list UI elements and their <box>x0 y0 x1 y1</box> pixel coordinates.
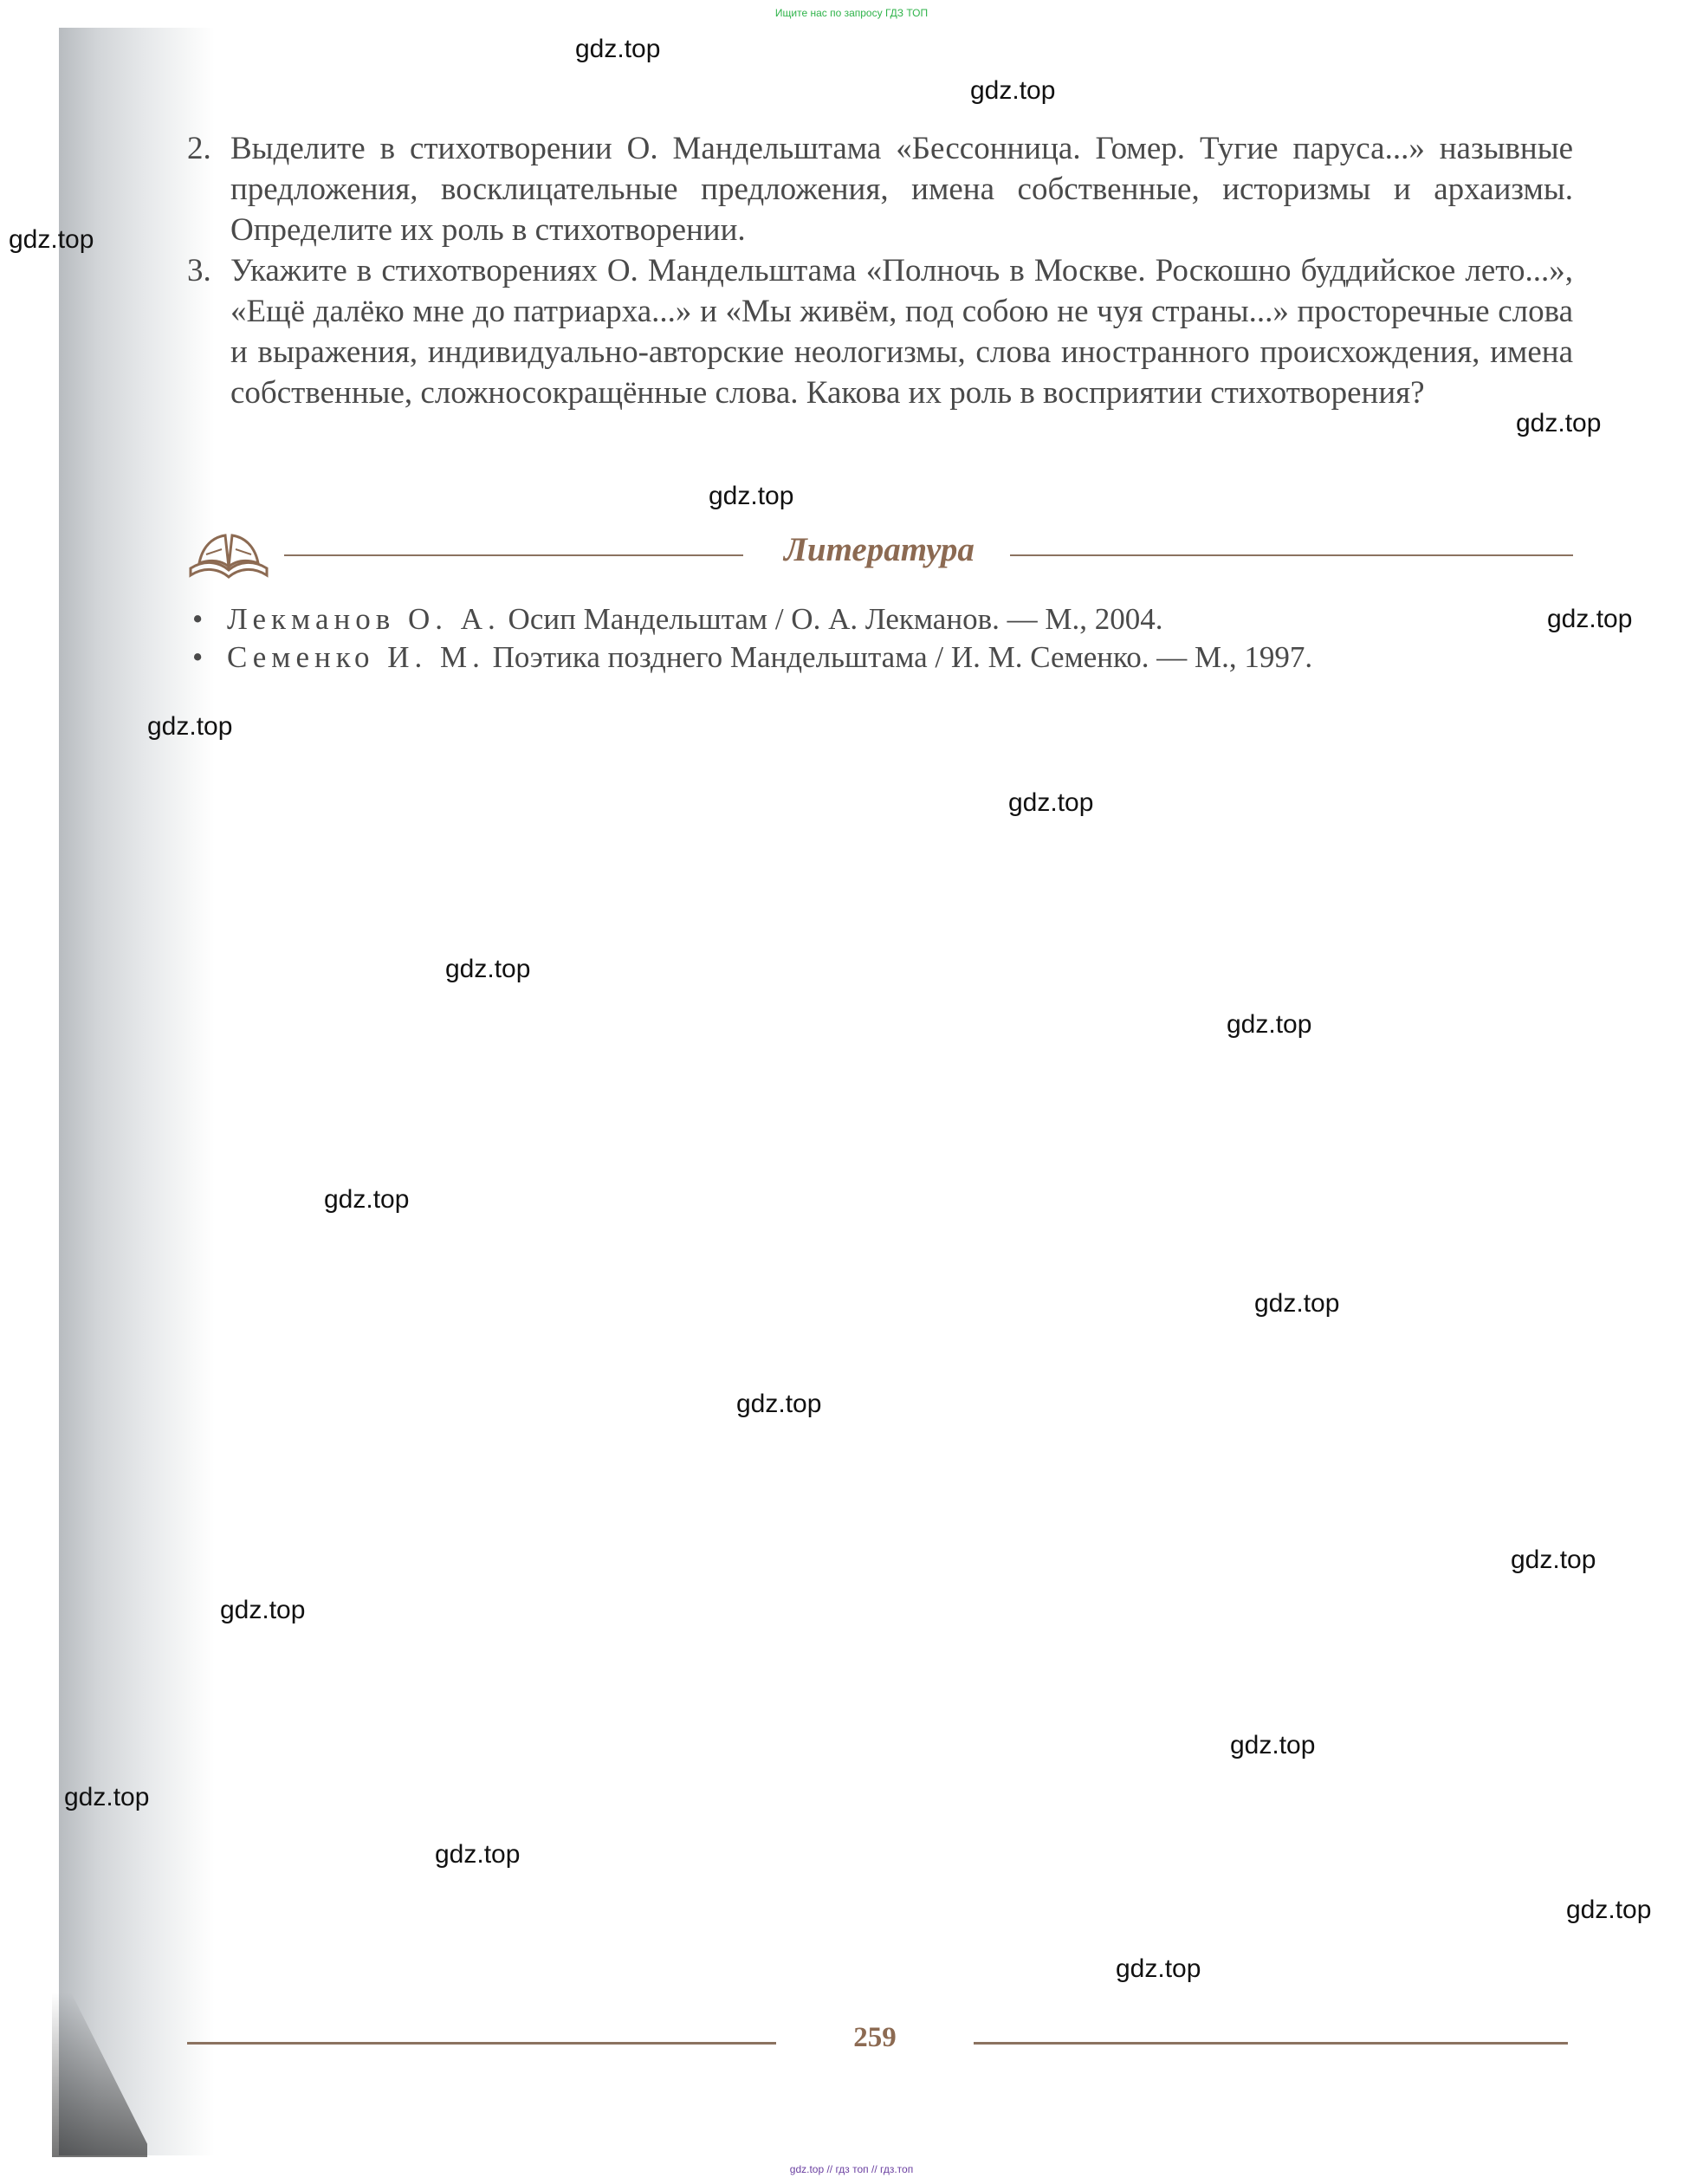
watermark: gdz.top <box>445 955 531 983</box>
watermark: gdz.top <box>64 1783 150 1811</box>
task-text: Укажите в стихотворениях О. Мандельштама «Полночь в Москве. Роскошно буддийское лето...», «Ещё далёко мне до патриарха...» и «Мы живём, под собою не чуя страны...» просторечные слова и выражения, индивидуально-авторские неологизмы, слова иностранного происхождения, имена собственные, сложносокращённые слова. Какова их роль в восприятии стихотворения? <box>230 253 1573 411</box>
tasks-section <box>187 128 1573 413</box>
watermark: gdz.top <box>147 712 233 741</box>
divider-left <box>284 554 743 556</box>
task-text: Выделите в стихотворении О. Мандельштама «Бессонница. Гомер. Тугие паруса...» назывные предложения, восклицательные предложения, имена собственные, историзмы и архаизмы. Определите их роль в стихотворении. <box>230 131 1573 248</box>
literature-header <box>187 528 1573 580</box>
ref-details: Поэтика позднего Мандельштама / И. М. Семенко. — М., 1997. <box>484 640 1313 674</box>
watermark: gdz.top <box>1516 409 1602 437</box>
watermark: gdz.top <box>1566 1896 1652 1924</box>
task-item <box>187 128 1573 250</box>
watermark: gdz.top <box>1547 605 1633 633</box>
watermark: gdz.top <box>1254 1289 1340 1318</box>
watermark: gdz.top <box>1227 1010 1312 1039</box>
watermark: gdz.top <box>1230 1731 1316 1760</box>
watermark: gdz.top <box>1116 1954 1201 1983</box>
top-note: Ищите нас по запросу ГДЗ ТОП <box>774 7 929 19</box>
open-book-icon <box>187 528 270 580</box>
divider-right <box>1010 554 1573 556</box>
watermark: gdz.top <box>435 1840 521 1869</box>
task-item <box>187 250 1573 413</box>
literature-list <box>192 600 1578 677</box>
watermark: gdz.top <box>709 482 794 510</box>
list-item <box>192 638 1578 677</box>
literature-title: Литература <box>784 531 975 568</box>
watermark: gdz.top <box>9 225 94 254</box>
watermark: gdz.top <box>970 76 1056 105</box>
list-item <box>192 600 1578 638</box>
watermark: gdz.top <box>324 1185 410 1214</box>
bullet: • <box>192 602 204 636</box>
ref-author: Лекманов О. А. <box>227 602 501 636</box>
watermark: gdz.top <box>575 35 661 63</box>
watermark: gdz.top <box>736 1390 822 1418</box>
page-number: 259 <box>853 2022 897 2053</box>
bottom-note: gdz.top // гдз топ // гдз.топ <box>789 2163 914 2175</box>
footer-divider-left <box>187 2042 776 2045</box>
ref-author: Семенко И. М. <box>227 640 485 674</box>
task-number: 2. <box>187 131 211 166</box>
watermark: gdz.top <box>1511 1546 1596 1574</box>
task-number: 3. <box>187 253 211 288</box>
bullet: • <box>192 640 204 674</box>
watermark: gdz.top <box>1008 788 1094 817</box>
watermark: gdz.top <box>220 1596 306 1624</box>
ref-details: Осип Мандельштам / О. А. Лекманов. — М., 2004. <box>500 602 1163 636</box>
footer-divider-right <box>974 2042 1568 2045</box>
